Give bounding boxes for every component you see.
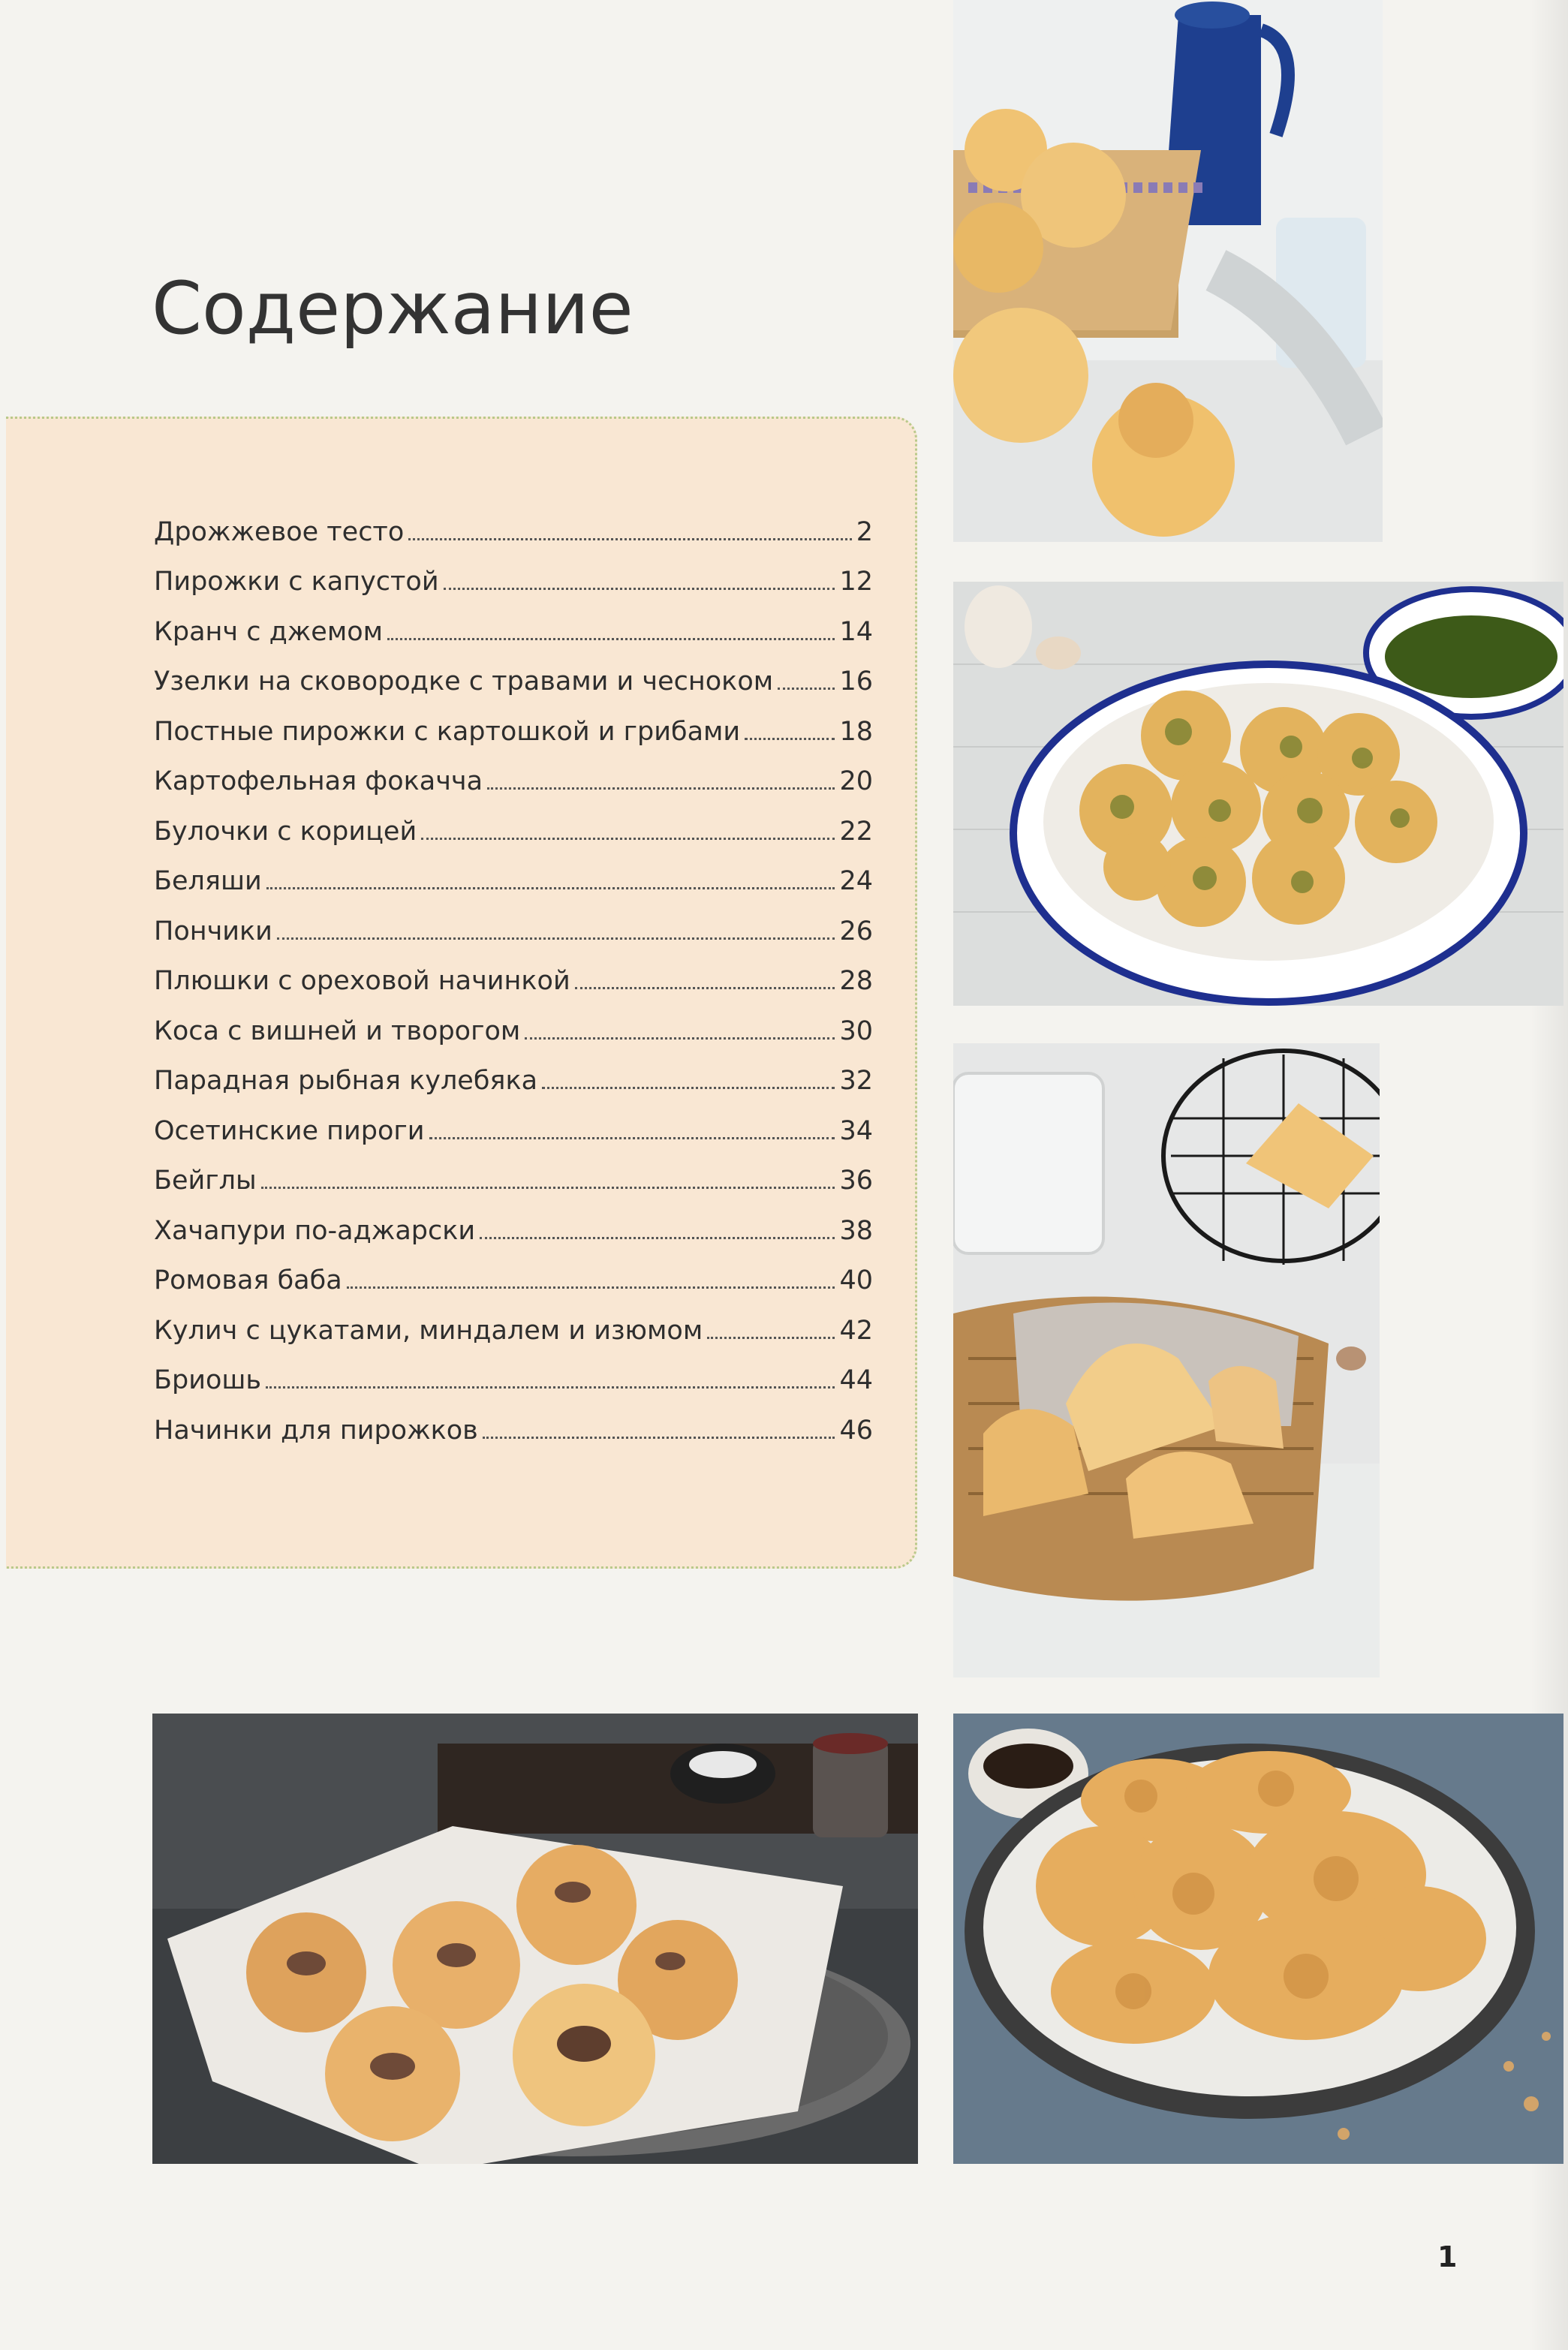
toc-entry-page: 40 [839,1265,873,1295]
toc-entry-page: 24 [839,866,873,896]
photo-pies-in-basket [953,1043,1380,1677]
toc-entry[interactable] [154,745,873,796]
toc-entry[interactable] [154,1344,873,1395]
toc-entry-page: 20 [839,766,873,796]
toc-entry[interactable] [154,495,873,546]
toc-entry[interactable] [154,945,873,995]
toc-entry[interactable] [154,1244,873,1295]
toc-entry-label: Парадная рыбная кулебяка [154,1066,538,1096]
toc-entry-label: Ромовая баба [154,1265,342,1295]
toc-entry[interactable] [154,1045,873,1095]
toc-entry-label: Бейглы [154,1166,257,1196]
page-title: Содержание [152,266,634,351]
toc-entry-page: 30 [839,1016,873,1046]
toc-leader-dots [347,1286,835,1289]
toc-entry-page: 42 [839,1315,873,1346]
toc-leader-dots [745,738,835,740]
toc-leader-dots [778,688,835,690]
photo-garlic-herb-knots [953,582,1563,1006]
toc-leader-dots [483,1437,835,1439]
toc-entry-page: 14 [839,616,873,647]
toc-entry[interactable] [154,645,873,696]
toc-entry-page: 36 [839,1166,873,1196]
photo-brioche-buns-with-jug [953,0,1383,542]
toc-entry-label: Булочки с корицей [154,816,417,847]
toc-leader-dots [408,538,851,540]
toc-list [154,495,873,1444]
toc-leader-dots [575,987,835,989]
toc-entry-page: 18 [839,716,873,747]
toc-entry-label: Картофельная фокачча [154,766,483,796]
toc-entry[interactable] [154,1294,873,1344]
toc-entry-label: Кулич с цукатами, миндалем и изюмом [154,1315,703,1346]
toc-entry-label: Кранч с джемом [154,616,384,647]
toc-entry-label: Постные пирожки с картошкой и грибами [154,716,741,747]
toc-entry-page: 28 [839,966,873,996]
toc-entry-page: 2 [856,516,873,547]
toc-leader-dots [429,1137,835,1139]
toc-leader-dots [266,887,835,889]
toc-leader-dots [387,638,835,640]
toc-entry-page: 38 [839,1215,873,1246]
toc-entry[interactable] [154,595,873,645]
toc-entry[interactable] [154,546,873,596]
toc-entry-label: Плюшки с ореховой начинкой [154,966,570,996]
toc-entry-label: Пончики [154,916,272,946]
toc-leader-dots [277,937,835,940]
toc-entry-page: 12 [839,567,873,597]
toc-entry-page: 16 [839,666,873,697]
toc-leader-dots [707,1337,835,1339]
toc-entry-label: Узелки на сковородке с травами и чесноком [154,666,774,697]
toc-entry-label: Бриошь [154,1365,262,1395]
toc-leader-dots [444,588,835,590]
toc-entry[interactable] [154,1394,873,1444]
toc-entry[interactable] [154,795,873,845]
toc-entry-label: Пирожки с капустой [154,567,439,597]
toc-entry-label: Начинки для пирожков [154,1415,478,1446]
toc-leader-dots [525,1037,835,1040]
toc-entry-page: 26 [839,916,873,946]
toc-entry[interactable] [154,845,873,895]
toc-leader-dots [480,1237,835,1239]
toc-entry-page: 46 [839,1415,873,1446]
toc-leader-dots [266,1386,835,1389]
toc-entry-label: Беляши [154,866,262,896]
page-number: 1 [1437,2240,1458,2273]
toc-entry-page: 34 [839,1115,873,1146]
toc-entry-page: 22 [839,816,873,847]
toc-entry[interactable] [154,994,873,1045]
toc-entry[interactable] [154,695,873,745]
toc-entry-page: 32 [839,1066,873,1096]
toc-entry-label: Осетинские пироги [154,1115,425,1146]
toc-entry[interactable] [154,1194,873,1244]
toc-entry[interactable] [154,1094,873,1145]
toc-leader-dots [261,1187,835,1189]
photo-belyashi-on-plate [152,1714,918,2164]
toc-leader-dots [421,838,835,840]
toc-leader-dots [487,787,835,790]
toc-leader-dots [542,1087,835,1089]
photo-pastries-on-plate [953,1714,1563,2164]
toc-entry[interactable] [154,895,873,945]
toc-entry-label: Дрожжевое тесто [154,516,405,547]
toc-entry-page: 44 [839,1365,873,1395]
toc-entry[interactable] [154,1145,873,1195]
toc-entry-label: Коса с вишней и творогом [154,1016,521,1046]
toc-entry-label: Хачапури по-аджарски [154,1215,476,1246]
